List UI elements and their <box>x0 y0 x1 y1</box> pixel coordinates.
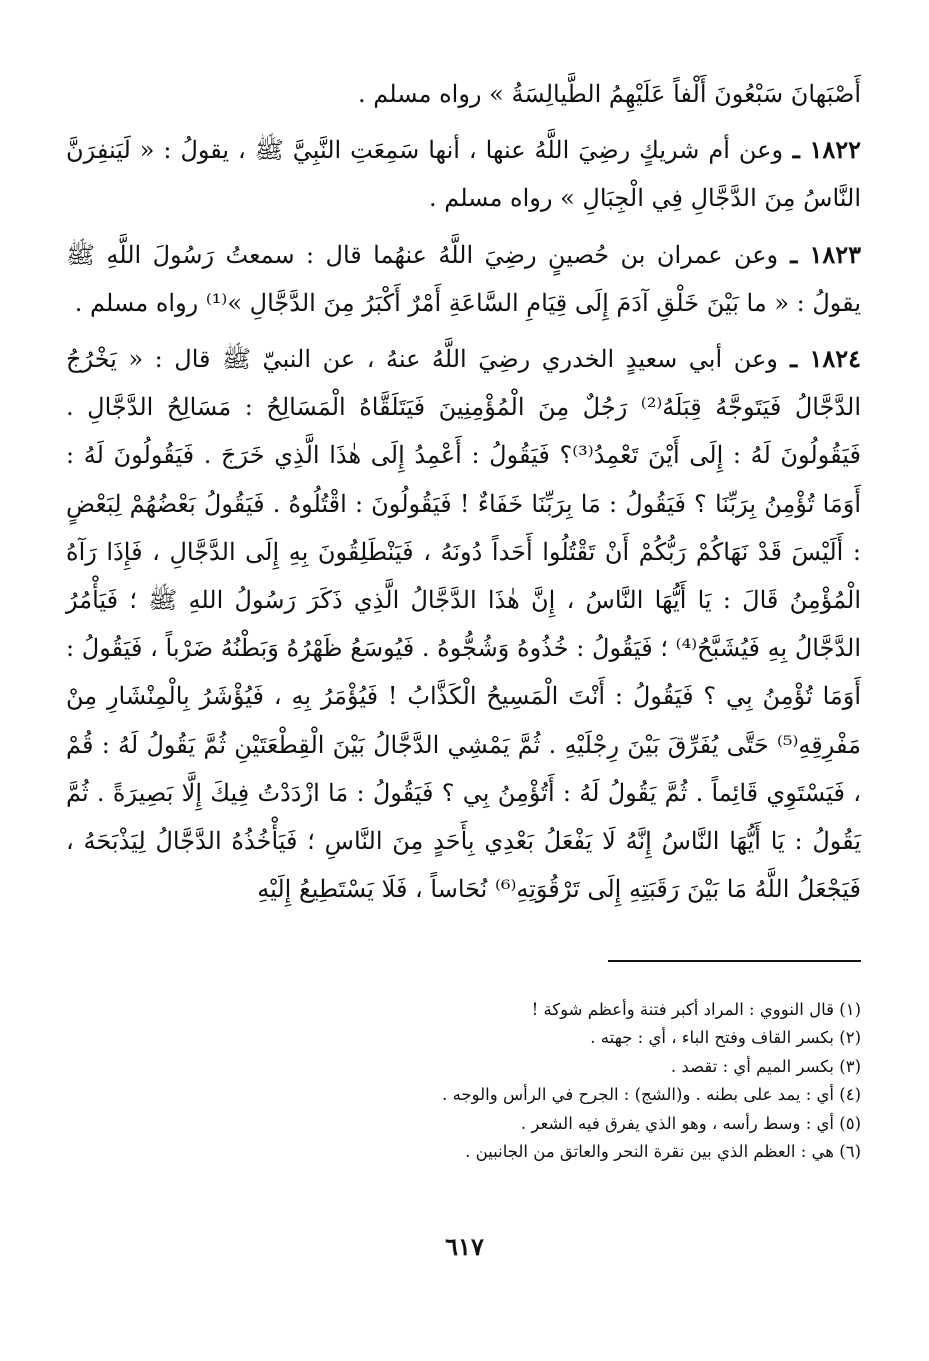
main-text <box>66 70 861 913</box>
hadith-text: وعن أم شريكٍ رضِيَ اللَّهُ عنها ، أنها سَمِعَتِ النَّبِيَّ ﷺ ، يقولُ : « لَيَنفِرَنَّ النَّاسُ مِنَ الدَّجَّالِ فِي الْجِبَالِ » رواه مسلم . <box>66 136 861 213</box>
hadith-number: ١٨٢٣ <box>809 239 862 269</box>
hadith-1823 <box>66 231 861 327</box>
hadith-dash: ـ <box>783 135 810 165</box>
hadith-number: ١٨٢٢ <box>809 135 861 165</box>
footnote-4: (٤) أي : يمد على بطنه . و(الشج) : الجرح في الرأس والوجه . <box>442 1085 861 1105</box>
footnote-5: (٥) أي : وسط رأسه ، وهو الذي يفرق فيه الشعر . <box>520 1113 861 1133</box>
hadith-1824 <box>66 335 861 913</box>
footnotes <box>150 996 861 1166</box>
hadith-1822 <box>66 126 861 222</box>
footnote-2: (٢) بكسر القاف وفتح الباء ، أي : جهته . <box>590 1028 861 1048</box>
footnote-6: (٦) هي : العظم الذي بين نقرة النحر والعاتق من الجانبين . <box>465 1142 861 1162</box>
footnote-1: (١) قال النووي : المراد أكبر فتنة وأعظم شوكة ! <box>531 1000 861 1019</box>
page-number: ٦١٧ <box>445 1232 484 1261</box>
footnote-divider <box>608 960 861 962</box>
hadith-text: وعن أبي سعيدٍ الخدري رضِيَ اللَّهُ عنهُ ، عن النبيّ ﷺ قال : « يَخْرُجُ الدَّجَّالُ فَيَتَوجَّهُ قِبَلَهُ⁽²⁾ رَجُلٌ مِنَ الْمُؤْمِنِينَ فَيَتَلَقَّاهُ الْمَسَالِحُ : مَسَالِحُ الدَّجَّالِ . فَيَقُولُونَ لَهُ : إِلَى أَيْنَ تَعْمِدُ⁽³⁾؟ فَيَقُولُ : أَعْمِدُ إِلَى هٰذَا الَّذِي خَرَجَ . فَيَقُولُونَ لَهُ : أَوَمَا تُؤْمِنُ بِرَبِّنَا ؟ فَيَقُولُ : مَا بِرَبِّنَا خَفَاءٌ ! فَيَقُولُونَ : اقْتُلُوهُ . فَيَقُولُ بَعْضُهُمْ لِبَعْضٍ : أَلَيْسَ قَدْ نَهَاكُمْ رَبُّكُمْ أَنْ تَقْتُلُوا أَحَداً دُونَهُ ، فَيَنْطَلِقُونَ بِهِ إِلَى الدَّجَّالِ ، فَإِذَا رَآهُ الْمُؤْمِنُ قَالَ : يَا أَيُّهَا النَّاسُ ، إِنَّ هٰذَا الدَّجَّالُ الَّذِي ذَكَرَ رَسُولُ اللهِ ﷺ ؛ فَيَأْمُرُ الدَّجَّالُ بِهِ فَيُشَبَّحُ⁽⁴⁾ ؛ فَيَقُولُ : خُذُوهُ وَشُجُّوهُ . فَيُوسَعُ ظَهْرُهُ وَبَطْنُهُ ضَرْباً ، فَيَقُولُ : أَوَمَا تُؤْمِنُ بِي ؟ فَيَقُولُ : أَنْتَ الْمَسِيحُ الْكَذَّابُ ! فَيُؤْمَرُ بِهِ ، فَيُؤْشَرُ بِالْمِنْشَارِ مِنْ مَفْرِقِهِ⁽⁵⁾ حَتَّى يُفَرِّقَ بَيْنَ رِجْلَيْهِ . ثُمَّ يَمْشِي الدَّجَّالُ بَيْنَ الْقِطْعَتَيْنِ ثُمَّ يَقُولُ لَهُ : قُمْ ، فَيَسْتَوِي قَائِماً . ثُمَّ يَقُولُ لَهُ : أَتُؤْمِنُ بِي ؟ فَيَقُولُ : مَا ازْدَدْتُ فِيكَ إِلَّا بَصِيرَةً . ثُمَّ يَقُولُ : يَا أَيُّهَا النَّاسُ إِنَّهُ لَا يَفْعَلُ بَعْدِي بِأَحَدٍ مِنَ النَّاسِ ؛ فَيَأْخُذُهُ الدَّجَّالُ لِيَذْبَحَهُ ، فَيَجْعَلُ اللَّهُ مَا بَيْنَ رَقَبَتِهِ إِلَى تَرْقُوَتِهِ⁽⁶⁾ نُحَاساً ، فَلَا يَسْتَطِيعُ إِلَيْهِ <box>66 345 862 904</box>
hadith-number: ١٨٢٤ <box>809 344 861 374</box>
hadith-text: وعن عمران بن حُصينٍ رضِيَ اللَّهُ عنهُما قال : سمعتُ رَسُولَ اللَّهِ ﷺ يقولُ : « ما بَيْنَ خَلْقِ آدَمَ إِلَى قِيَامِ السَّاعَةِ أَمْرٌ أَكْبَرُ مِنَ الدَّجَّالِ »⁽¹⁾ رواه مسلم . <box>66 240 861 317</box>
footnote-3: (٣) بكسر الميم أي : تقصد . <box>670 1056 861 1076</box>
hadith-dash: ـ <box>778 239 810 269</box>
paragraph-continuation: أَصْبَهانَ سَبْعُونَ أَلْفاً عَلَيْهِمُ الطَّيالِسَةُ » رواه مسلم . <box>358 80 861 108</box>
hadith-dash: ـ <box>777 344 810 374</box>
